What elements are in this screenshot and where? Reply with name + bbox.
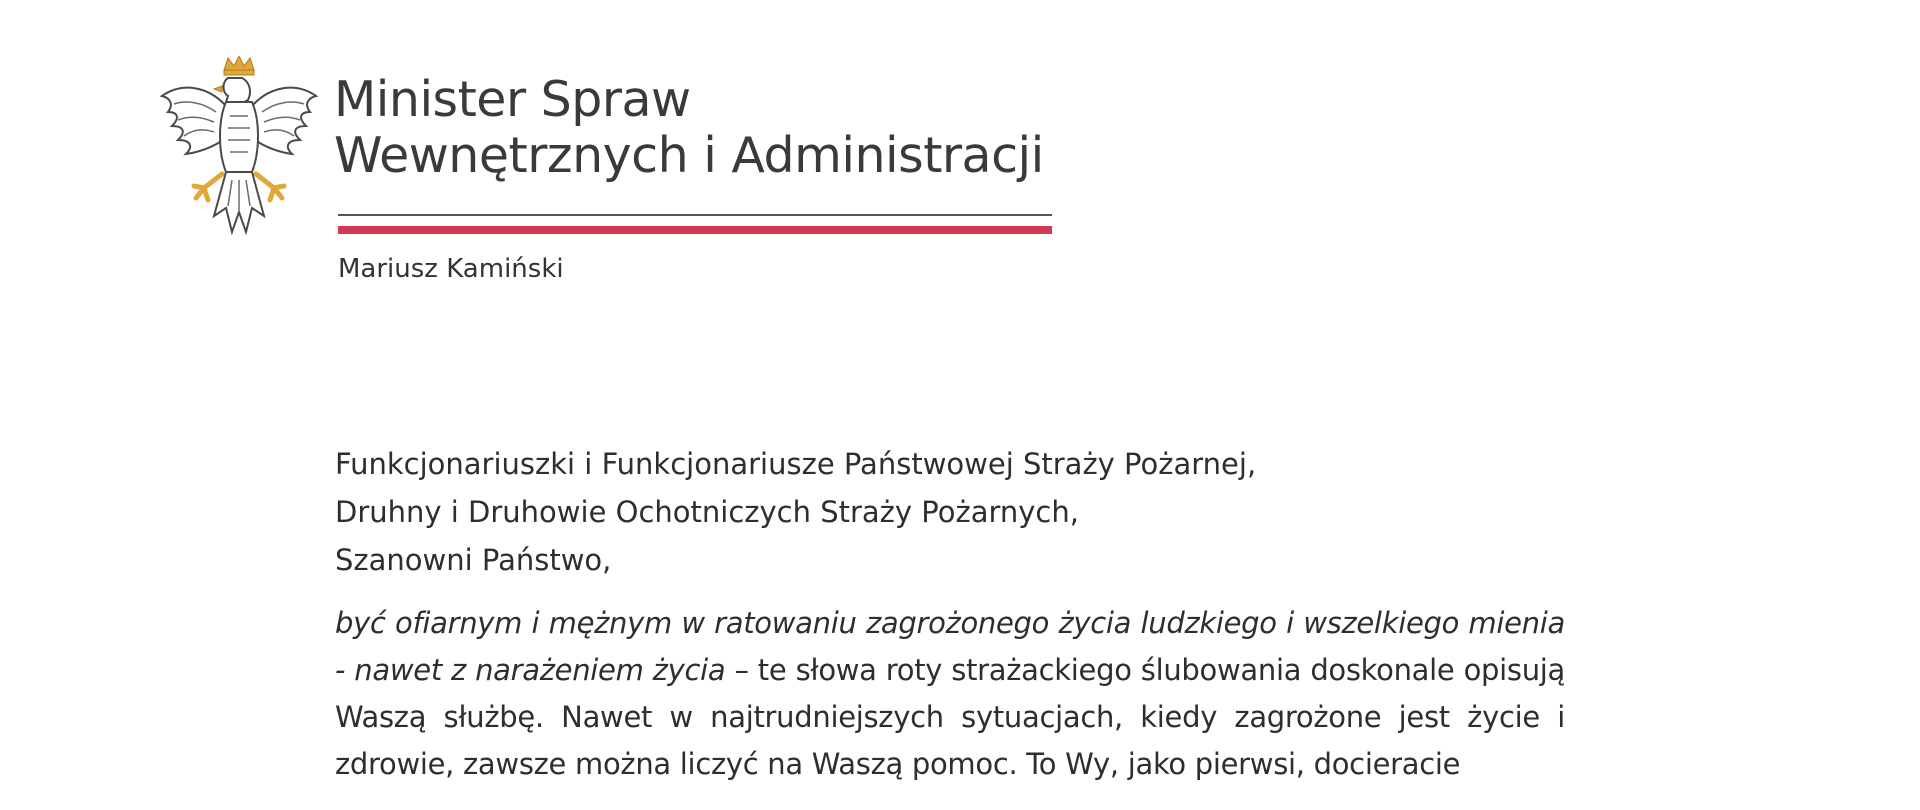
polish-eagle-emblem-icon <box>156 56 321 236</box>
letterhead-divider-red <box>338 226 1052 234</box>
salutation-line-1: Funkcjonariuszki i Funkcjonariusze Państwowej Straży Pożarnej, <box>335 447 1257 481</box>
letterhead-divider-thin <box>338 214 1052 216</box>
salutation-line-2: Druhny i Druhowie Ochotniczych Straży Pożarnych, <box>335 495 1079 529</box>
ministry-title-line-2: Wewnętrznych i Administracji <box>334 127 1044 184</box>
letter-body <box>335 440 1565 788</box>
ministry-title <box>334 72 1044 184</box>
salutation-line-3: Szanowni Państwo, <box>335 543 612 577</box>
ministry-title-line-1: Minister Spraw <box>334 71 691 128</box>
letterhead <box>156 56 1056 296</box>
paragraph-text: – te słowa roty strażackiego ślubowania doskonale opisują Waszą służbę. Nawet w najtrudniejszych sytuacjach, kiedy zagrożone jest życie i zdrowie, zawsze można liczyć na Waszą pomoc. To Wy, jako pierwsi, docieracie <box>335 653 1565 781</box>
letter-paragraph <box>335 600 1565 788</box>
minister-name: Mariusz Kamiński <box>338 254 564 284</box>
oath-quote: być ofiarnym i mężnym w ratowaniu zagrożonego życia ludzkiego i wszelkiego mienia - nawet z narażeniem życia <box>335 606 1565 687</box>
salutation <box>335 440 1565 584</box>
